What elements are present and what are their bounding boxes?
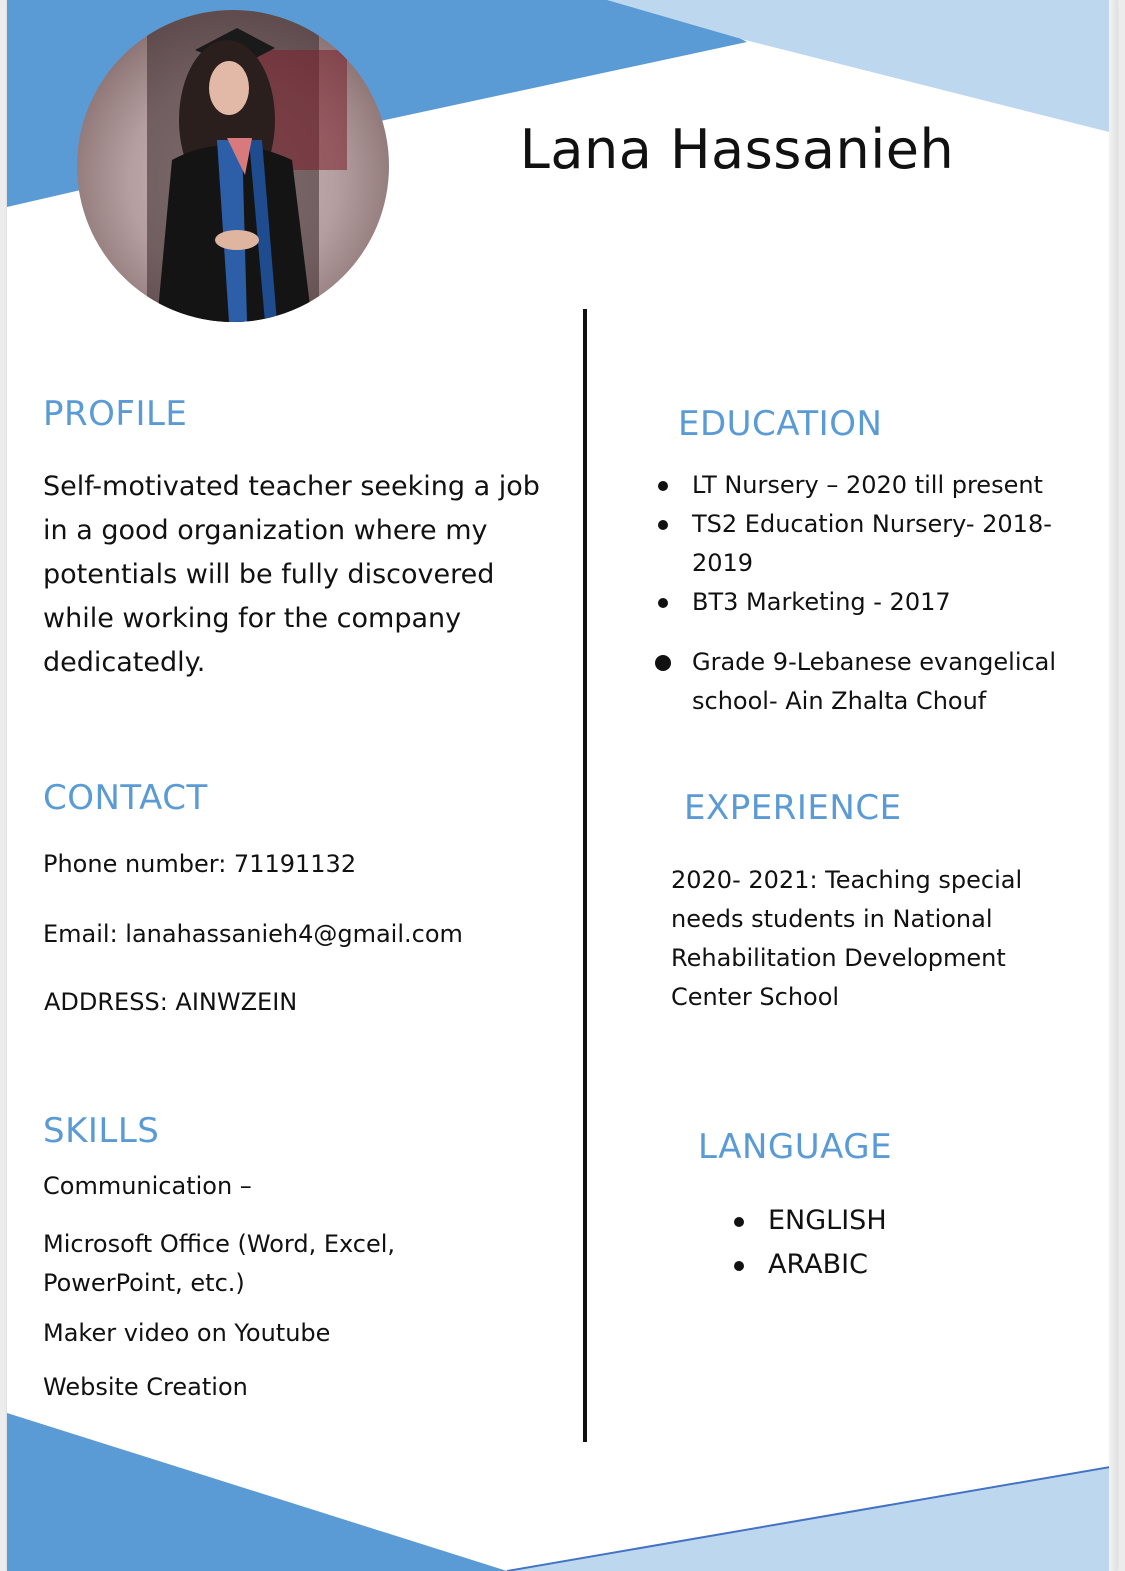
experience-text: 2020- 2021: Teaching special needs students in National Rehabilitation Development Center School <box>671 866 1023 1011</box>
bullet-icon <box>658 598 668 608</box>
page-edge <box>1109 0 1117 1571</box>
resume-page <box>7 0 1117 1571</box>
contact-email: Email: lanahassanieh4@gmail.com <box>43 920 463 948</box>
contact-address: ADDRESS: AINWZEIN <box>44 988 298 1016</box>
education-item: Grade 9-Lebanese evangelical school- Ain Zhalta Chouf <box>658 643 1068 721</box>
language-heading: LANGUAGE <box>698 1127 893 1167</box>
candidate-name: Lana Hassanieh <box>519 118 955 181</box>
top-right-light-band <box>607 0 1117 134</box>
bullet-icon <box>658 520 668 530</box>
bullet-icon <box>658 481 668 491</box>
education-item: BT3 Marketing - 2017 <box>658 583 1068 622</box>
skill-item: Maker video on Youtube <box>43 1319 331 1347</box>
bullet-icon <box>655 655 671 671</box>
profile-photo <box>77 10 389 322</box>
contact-phone: Phone number: 71191132 <box>43 850 357 878</box>
column-divider <box>583 309 587 1442</box>
skill-item: Website Creation <box>43 1373 248 1401</box>
language-list <box>734 1199 887 1287</box>
education-list <box>658 466 1068 721</box>
language-item: ARABIC <box>734 1243 887 1287</box>
bullet-icon <box>734 1217 744 1227</box>
bottom-left-blue-band <box>7 1413 507 1571</box>
education-heading: EDUCATION <box>678 404 883 444</box>
language-item: ENGLISH <box>734 1199 887 1243</box>
skill-item: Communication – <box>43 1172 252 1200</box>
skills-heading: SKILLS <box>43 1111 160 1151</box>
contact-heading: CONTACT <box>43 778 208 818</box>
skill-item: Microsoft Office (Word, Excel, PowerPoint, etc.) <box>43 1230 396 1297</box>
education-item: TS2 Education Nursery- 2018-2019 <box>658 505 1068 583</box>
profile-heading: PROFILE <box>43 394 188 434</box>
bullet-icon <box>734 1261 744 1271</box>
experience-heading: EXPERIENCE <box>684 788 902 828</box>
profile-text: Self-motivated teacher seeking a job in a good organization where my potentials will be fully discovered while working for the company dedicatedly. <box>43 471 540 678</box>
education-item: LT Nursery – 2020 till present <box>658 466 1068 505</box>
